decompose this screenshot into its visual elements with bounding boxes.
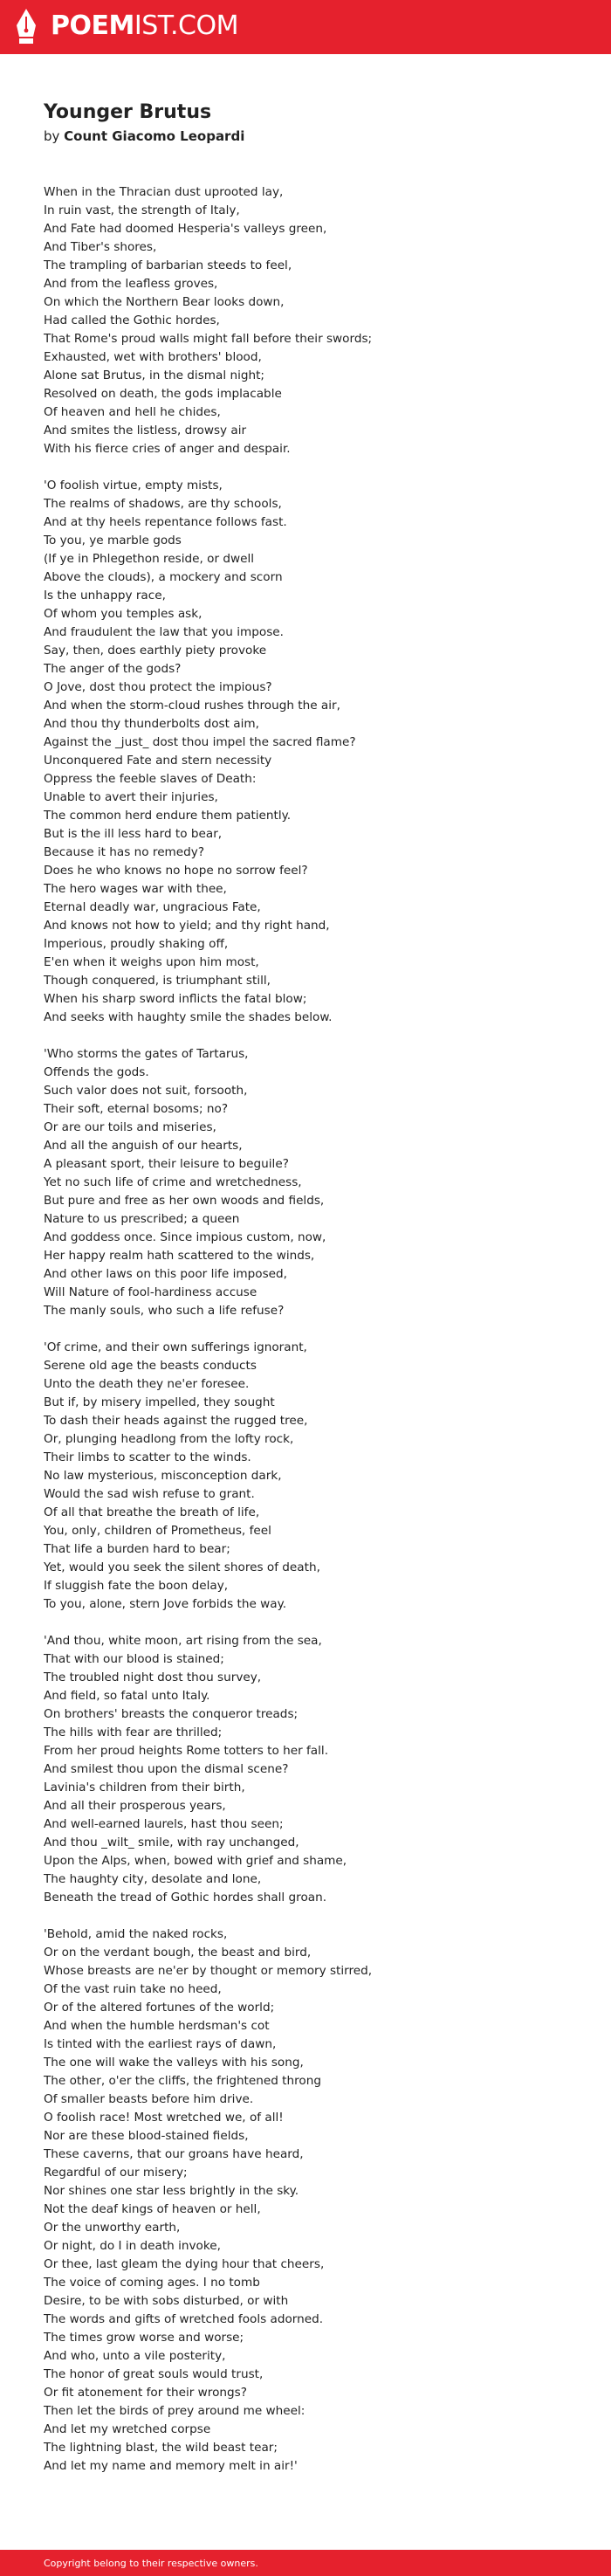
poem-line: But if, by misery impelled, they sought [44,1395,275,1409]
poem-line: Is the unhappy race, [44,589,166,603]
poem-line: The honor of great souls would trust, [44,2367,264,2381]
poem-line: The lightning blast, the wild beast tear; [44,2441,278,2455]
poem-line: Of the vast ruin take no heed, [44,1982,222,1996]
poem-line: The hills with fear are thrilled; [44,1725,223,1739]
poem-line: The manly souls, who such a life refuse? [44,1304,285,1318]
poem-stanza [44,1045,585,1320]
poem-body [44,183,585,2476]
poem-line: Or are our toils and miseries, [44,1120,216,1134]
poem-line: And at thy heels repentance follows fast. [44,515,287,529]
poem-line: Say, then, does earthly piety provoke [44,644,267,658]
poem-line: The one will wake the valleys with his song, [44,2056,304,2070]
poem-line: Then let the birds of prey around me wheel: [44,2404,306,2418]
poem-line: 'Behold, amid the naked rocks, [44,1927,228,1941]
poem-line: Will Nature of fool-hardiness accuse [44,1285,257,1299]
poem-line: The anger of the gods? [44,662,182,676]
poem-line: And knows not how to yield; and thy right hand, [44,919,330,933]
poem-line: That with our blood is stained; [44,1652,224,1666]
poem-line: When his sharp sword inflicts the fatal blow; [44,992,307,1006]
poem-title: Younger Brutus [44,101,212,123]
poem-line: And goddess once. Since impious custom, now, [44,1230,326,1244]
poem-line: Or of the altered fortunes of the world; [44,2001,275,2015]
poem-line: Whose breasts are ne'er by thought or memory stirred, [44,1964,373,1978]
poem-line: Or night, do I in death invoke, [44,2239,221,2253]
pen-nib-icon[interactable] [16,8,37,45]
poem-line: Unable to avert their injuries, [44,790,218,804]
poem-line: Or fit atonement for their wrongs? [44,2386,247,2400]
poem-line: When in the Thracian dust uprooted lay, [44,185,284,199]
poem-line: And fraudulent the law that you impose. [44,625,284,639]
poem-line: The troubled night dost thou survey, [44,1670,262,1684]
poem-line: And all the anguish of our hearts, [44,1139,243,1153]
poem-line: (If ye in Phlegethon reside, or dwell [44,552,255,566]
poem-line: To you, ye marble gods [44,534,182,548]
poem-stanza [44,183,585,458]
poem-line: And when the humble herdsman's cot [44,2019,270,2033]
byline-prefix: by [44,128,65,144]
poem-line: Nature to us prescribed; a queen [44,1212,240,1226]
poem-line: The other, o'er the cliffs, the frightened throng [44,2074,321,2088]
poem-line: Regardful of our misery; [44,2166,188,2180]
poem-line: Not the deaf kings of heaven or hell, [44,2202,261,2216]
poem-line: Yet, would you seek the silent shores of death, [44,1560,320,1574]
poem-line: With his fierce cries of anger and despair. [44,442,291,456]
poem-line: Oppress the feeble slaves of Death: [44,772,257,786]
poem-line: In ruin vast, the strength of Italy, [44,203,240,217]
poem-line: Lavinia's children from their birth, [44,1780,245,1794]
poem-line: Upon the Alps, when, bowed with grief and shame, [44,1854,347,1868]
poem-line: Beneath the tread of Gothic hordes shall groan. [44,1891,327,1904]
poem-line: And smites the listless, drowsy air [44,424,247,437]
poem-line: And when the storm-cloud rushes through the air, [44,699,340,713]
poem-line: And let my wretched corpse [44,2422,211,2436]
poem-line: Her happy realm hath scattered to the winds, [44,1249,315,1263]
poem-line: A pleasant sport, their leisure to beguile? [44,1157,289,1171]
poem-line: From her proud heights Rome totters to her fall. [44,1744,329,1758]
poem-stanza [44,1339,585,1614]
poem-line: Unto the death they ne'er foresee. [44,1377,250,1391]
poem-line: And other laws on this poor life imposed, [44,1267,287,1281]
poem-line: To dash their heads against the rugged tree, [44,1414,308,1428]
poem-line: On which the Northern Bear looks down, [44,295,285,309]
poem-line: Desire, to be with sobs disturbed, or with [44,2294,289,2308]
poem-line: Or the unworthy earth, [44,2221,181,2235]
poem-line: The common herd endure them patiently. [44,809,292,823]
poem-line: Resolved on death, the gods implacable [44,387,282,401]
logo-name-light: IST.COM [134,10,238,41]
poem-line: The voice of coming ages. I no tomb [44,2276,260,2290]
poem-line: Or, plunging headlong from the lofty rock, [44,1432,294,1446]
poem-line: And Fate had doomed Hesperia's valleys green, [44,222,327,236]
poem-line: And who, unto a vile posterity, [44,2349,226,2363]
poem-byline [44,127,585,145]
poem-line: The times grow worse and worse; [44,2331,244,2345]
poem-line: Or thee, last gleam the dying hour that cheers, [44,2257,325,2271]
poem-line: But is the ill less hard to bear, [44,827,223,841]
poem-line: That life a burden hard to bear; [44,1542,230,1556]
poem-line: Against the _just_ dost thou impel the sacred flame? [44,735,356,749]
poem-content [44,100,585,2494]
poem-line: The trampling of barbarian steeds to feel, [44,258,292,272]
poem-line: Of all that breathe the breath of life, [44,1505,260,1519]
poem-line: That Rome's proud walls might fall before their swords; [44,332,373,346]
poem-line: 'And thou, white moon, art rising from the sea, [44,1634,322,1648]
poem-line: These caverns, that our groans have heard, [44,2147,304,2161]
poem-line: No law mysterious, misconception dark, [44,1469,282,1483]
poem-line: Exhausted, wet with brothers' blood, [44,350,262,364]
poem-line: Though conquered, is triumphant still, [44,974,271,988]
poem-line: Had called the Gothic hordes, [44,313,220,327]
poem-line: Because it has no remedy? [44,845,205,859]
copyright-text: Copyright belong to their respective owners. [44,2558,258,2569]
poem-line: Or on the verdant bough, the beast and bird, [44,1946,312,1960]
poem-line: Of smaller beasts before him drive. [44,2092,254,2106]
poem-line: And field, so fatal unto Italy. [44,1689,210,1703]
poem-line: But pure and free as her own woods and fields, [44,1194,325,1208]
poem-stanza [44,1925,585,2476]
poem-line: The words and gifts of wretched fools adorned. [44,2312,324,2326]
poem-line: Does he who knows no hope no sorrow feel? [44,864,308,878]
poem-line: Is tinted with the earliest rays of dawn, [44,2037,277,2051]
poem-line: Their soft, eternal bosoms; no? [44,1102,229,1116]
poem-line: Nor are these blood-stained fields, [44,2129,249,2143]
poem-line: Serene old age the beasts conducts [44,1359,257,1373]
poem-line: Imperious, proudly shaking off, [44,937,229,951]
poem-line: Alone sat Brutus, in the dismal night; [44,368,265,382]
poem-line: Of heaven and hell he chides, [44,405,221,419]
poem-line: The haughty city, desolate and lone, [44,1872,262,1886]
author-name[interactable]: Count Giacomo Leopardi [64,128,245,144]
poem-line: And thou thy thunderbolts dost aim, [44,717,259,731]
poem-line: And let my name and memory melt in air!' [44,2459,298,2473]
site-footer [0,2550,611,2576]
poem-stanza [44,1632,585,1907]
poem-line: Offends the gods. [44,1065,149,1079]
poem-line: O Jove, dost thou protect the impious? [44,680,272,694]
poem-line: O foolish race! Most wretched we, of all! [44,2111,284,2125]
poem-line: On brothers' breasts the conqueror treads; [44,1707,299,1721]
site-logo[interactable] [51,11,238,41]
poem-line: Above the clouds), a mockery and scorn [44,570,283,584]
poem-line: 'Of crime, and their own sufferings ignorant, [44,1340,307,1354]
poem-line: And seeks with haughty smile the shades below. [44,1010,333,1024]
poem-line: And Tiber's shores, [44,240,157,254]
poem-line: If sluggish fate the boon delay, [44,1579,229,1593]
poem-line: And well-earned laurels, hast thou seen; [44,1817,284,1831]
poem-line: To you, alone, stern Jove forbids the way. [44,1597,287,1611]
site-header [0,0,611,54]
poem-line: 'O foolish virtue, empty mists, [44,479,223,492]
poem-line: Such valor does not suit, forsooth, [44,1084,248,1098]
poem-line: You, only, children of Prometheus, feel [44,1524,271,1538]
logo-name-bold: POEM [51,10,134,41]
poem-line: And from the leafless groves, [44,277,218,291]
poem-line: 'Who storms the gates of Tartarus, [44,1047,249,1061]
poem-line: Yet no such life of crime and wretchedness, [44,1175,302,1189]
poem-line: Unconquered Fate and stern necessity [44,754,272,768]
poem-line: And all their prosperous years, [44,1799,226,1813]
poem-stanza [44,477,585,1027]
poem-line: Their limbs to scatter to the winds. [44,1450,251,1464]
poem-line: And smilest thou upon the dismal scene? [44,1762,289,1776]
poem-line: The realms of shadows, are thy schools, [44,497,282,511]
poem-line: And thou _wilt_ smile, with ray unchanged, [44,1836,299,1849]
poem-line: Of whom you temples ask, [44,607,203,621]
poem-line: The hero wages war with thee, [44,882,227,896]
poem-line: E'en when it weighs upon him most, [44,955,259,969]
poem-line: Nor shines one star less brightly in the sky. [44,2184,299,2198]
poem-line: Eternal deadly war, ungracious Fate, [44,900,261,914]
poem-line: Would the sad wish refuse to grant. [44,1487,255,1501]
